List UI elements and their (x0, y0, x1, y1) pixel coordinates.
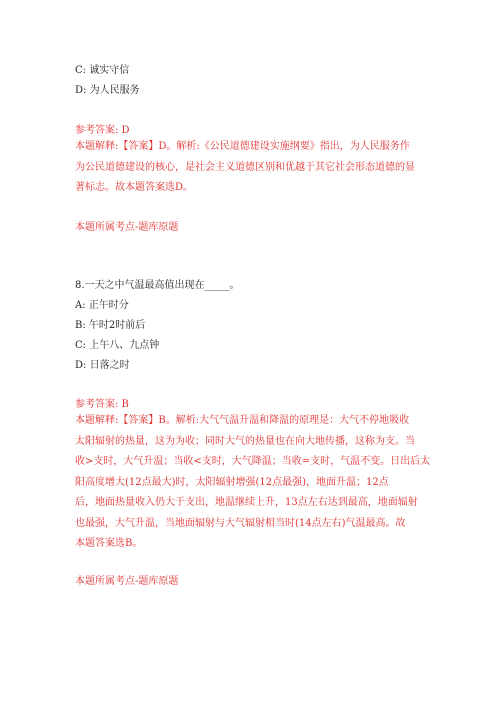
q7-option-d: D: 为人民服务 (75, 85, 140, 96)
q8-option-d: D: 日落之时 (75, 360, 130, 371)
q7-explanation (75, 137, 435, 199)
q8-explanation-line: 收>支时，大气升温；当收<支时，大气降温；当收=支时，气温不变。日出后太 (75, 456, 431, 467)
q8-explanation-line: 本题答案选B。 (75, 538, 143, 549)
q7-explanation-line: 著标志。故本题答案选D。 (75, 182, 194, 193)
q8-explanation-line: 也最强，大气升温，当地面辐射与大气辐射相当时(14点左右)气温最高。故 (75, 517, 406, 529)
q8-explanation-line: 太阳辐射的热量，这为为收；同时大气的热量也在向大地传播，这称为支。当 (75, 435, 415, 447)
q8-answer: 参考答案: B (75, 399, 129, 410)
q8-explanation-line: 后，地面热量收入仍大于支出，地温继续上升，13点左右达到最高，地面辐射 (75, 497, 418, 508)
q8-option-b: B: 午时2时前后 (75, 320, 146, 331)
q7-explanation-line: 为公民道德建设的核心，是社会主义道德区别和优越于其它社会形态道德的显 (75, 161, 415, 173)
q8-explanation-line: 阳高度增大(12点最大)时，太阳辐射增强(12点最强)，地面升温；12点 (75, 476, 389, 488)
q7-option-c: C: 诚实守信 (75, 65, 130, 76)
q8-option-a: A: 正午时分 (75, 300, 129, 311)
q8-option-c: C: 上午八、九点钟 (75, 340, 160, 351)
q7-answer: 参考答案: D (75, 125, 130, 136)
q7-explanation-line: 本题解释:【答案】D。解析:《公民道德建设实施纲要》指出，为人民服务作 (75, 141, 410, 152)
q8-question: 8.一天之中气温最高值出现在_____。 (75, 280, 240, 291)
q8-explanation (75, 411, 435, 555)
q8-source: 本题所属考点-题库原题 (75, 576, 179, 587)
q8-explanation-line: 本题解释:【答案】B。解析:大气气温升温和降温的原理是：大气不停地吸收 (75, 415, 410, 426)
q7-source: 本题所属考点-题库原题 (75, 222, 179, 233)
